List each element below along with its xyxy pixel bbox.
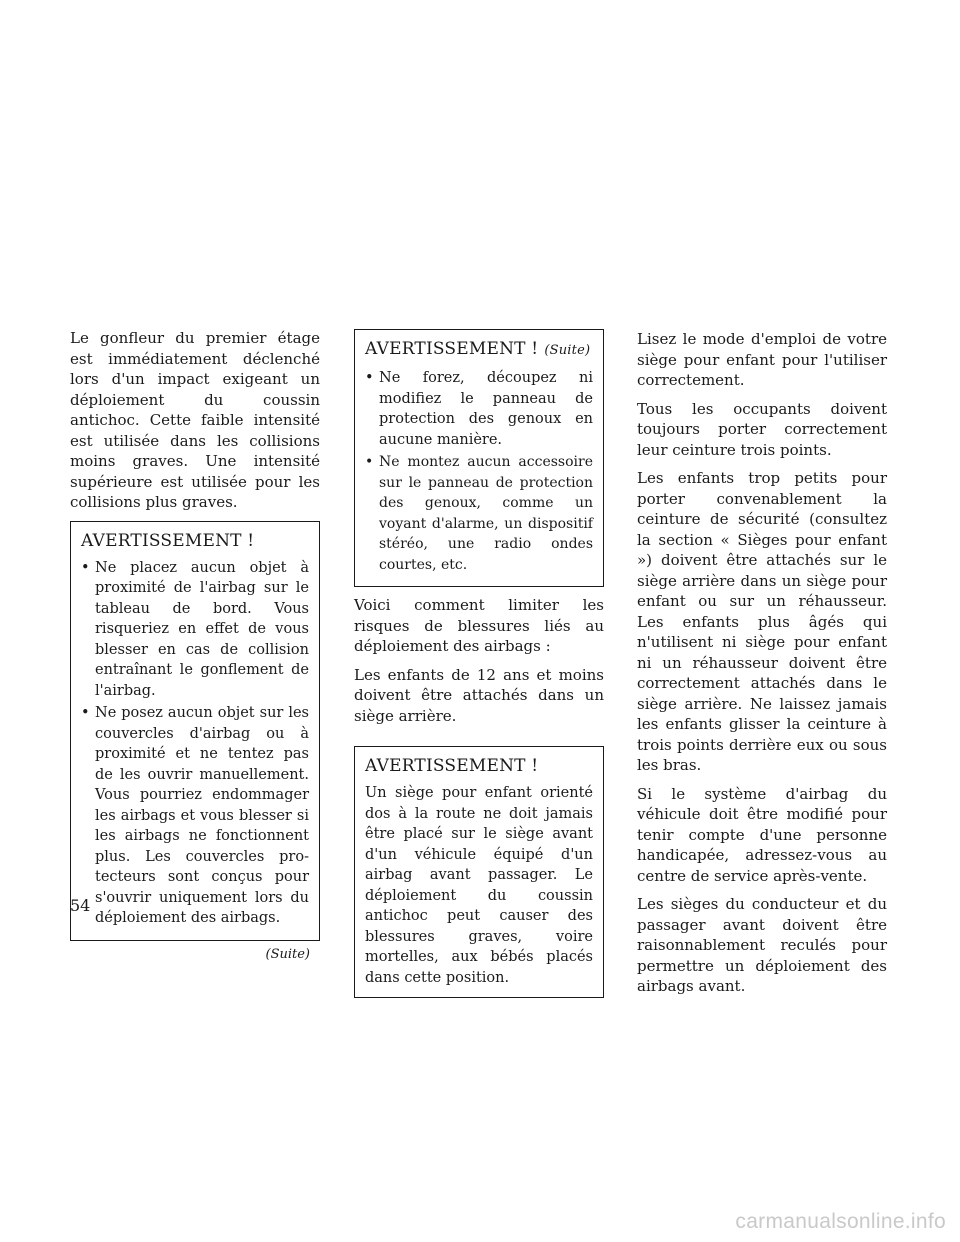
paragraph: Les enfants trop petits pour porter convenablement la ceinture de sécurité (consultez la section « Sièges pour enfant ») doivent être attachés sur le siège arrière dans un siège pour enfant ou sur un réhausseur. Les enfants plus âgés qui n'utilisent ni siège pour enfant ni un réhausseur doivent être correctement attachés dans le siège arrière. Ne laissez jamais les enfants glisser la ceinture à trois points derrière eux ou sous les bras. xyxy=(637,469,887,774)
intro-paragraph: Le gonfleur du premier étage est immédiatement déclenché lors d'un impact exigeant un déploiement du coussin antichoc. Cette faible intensité est utilisée dans les collisions moins graves. Une intensité supérieure est utilisée pour les collisions plus graves. xyxy=(70,329,320,511)
column-2 xyxy=(354,329,604,998)
warning-box-continued xyxy=(354,329,604,587)
paragraph: Les enfants de 12 ans et moins doivent être attachés dans un siège arrière. xyxy=(354,665,604,725)
warning-title: AVERTISSEMENT ! xyxy=(365,756,539,776)
column-1 xyxy=(70,328,320,965)
warning-box xyxy=(354,746,604,998)
warning-list xyxy=(365,368,593,575)
warning-title-text: AVERTISSEMENT ! xyxy=(365,339,539,359)
warning-item: • Ne forez, découpez ni modifiez le panneau de protection des genoux en aucune manière. xyxy=(365,368,593,450)
column-3 xyxy=(637,329,887,1005)
warning-box xyxy=(70,521,320,941)
warning-continued-label: (Suite) xyxy=(544,343,591,358)
paragraph: Voici comment limiter les risques de blessures liés au déploiement des airbags : xyxy=(354,596,604,655)
paragraph: Lisez le mode d'emploi de votre siège pour enfant pour l'utiliser correctement. xyxy=(637,330,887,389)
warning-title: AVERTISSEMENT ! xyxy=(81,530,255,551)
warning-item: • Ne montez aucun accessoire sur le panneau de protection des genoux, comme un voyant d'alarme, un dispositif stéréo, une radio ondes courtes, etc. xyxy=(365,452,593,575)
page-number: 54 xyxy=(70,896,91,915)
warning-item: • Ne posez aucun objet sur les couvercles d'airbag ou à proximité et ne tentez pas de les ouvrir manuellement. Vous pourriez endommager les airbags et vous blesser si les airbags ne fonctionnent plus. Les couvercles protecteurs sont conçus pour s'ouvrir uniquement lors du déploiement des airbags. xyxy=(81,703,309,929)
warning-body: Un siège pour enfant orienté dos à la route ne doit jamais être placé sur le siège avant d'un véhicule équipé d'un airbag avant passager. Le déploiement du coussin antichoc peut causer des blessures graves, voire mortelles, aux bébés placés dans cette position. xyxy=(365,785,593,986)
continued-label: (Suite) xyxy=(265,946,310,962)
watermark: carmanualsonline.info xyxy=(735,1210,946,1233)
warning-item: • Ne placez aucun objet à proximité de l'airbag sur le tableau de bord. Vous risqueriez en effet de vous blesser en cas de collision entraînant le gonflement de l'airbag. xyxy=(81,558,309,702)
paragraph: Les sièges du conducteur et du passager avant doivent être raisonnablement reculés pour permettre un déploiement des airbags avant. xyxy=(637,895,887,995)
warning-title xyxy=(365,338,593,362)
warning-list xyxy=(81,558,309,929)
paragraph: Tous les occupants doivent toujours porter correctement leur ceinture trois points. xyxy=(637,399,887,459)
paragraph: Si le système d'airbag du véhicule doit être modifié pour tenir compte d'une personne handicapée, adressez-vous au centre de service après-vente. xyxy=(637,784,887,885)
